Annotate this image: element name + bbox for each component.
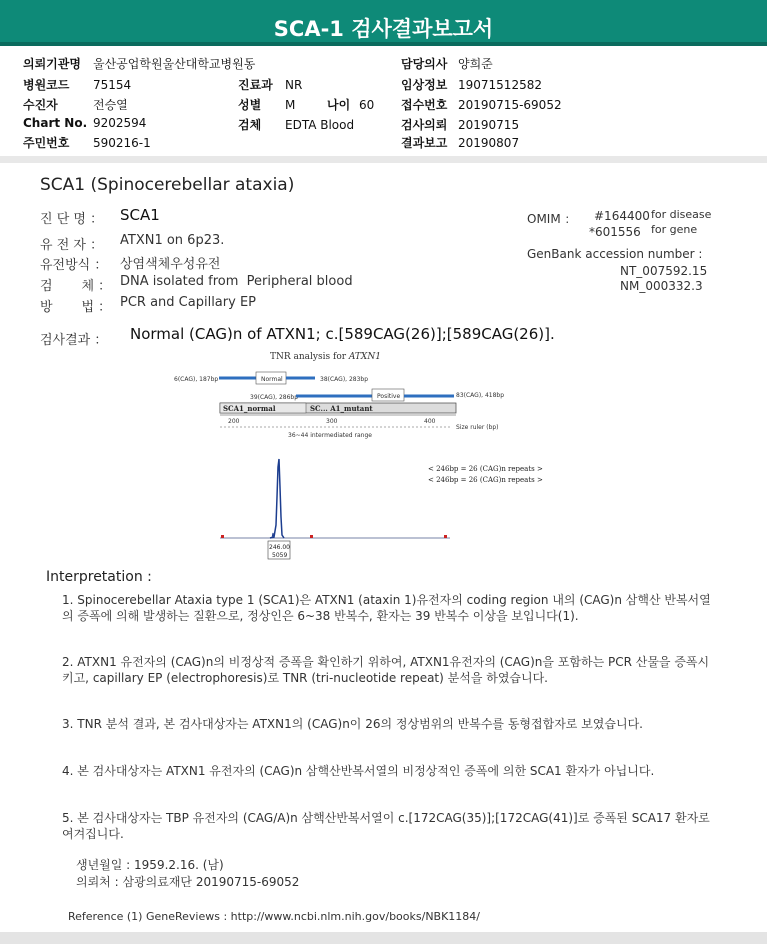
omim-gene-id: *601556 (589, 225, 641, 239)
diag-value: SCA1 (120, 206, 160, 224)
interpretation-p3: 3. TNR 분석 결과, 본 검사대상자는 ATXN1의 (CAG)n이 26의 정상범위의 반복수를 동형접합자로 보였습니다. (62, 717, 643, 731)
peak-trace (270, 459, 284, 538)
patient-value: 전승열 (93, 98, 128, 112)
header-result (401, 134, 519, 151)
specimen-label-2: 검 체 ： (40, 279, 112, 294)
patient-label: 수진자 (23, 98, 58, 112)
dept-value: NR (285, 78, 303, 92)
clinical-value: 19071512582 (458, 78, 542, 92)
gene-value: ATXN1 on 6p23. (120, 233, 225, 248)
birth-date: 생년월일 : 1959.2.16. (남) (76, 858, 224, 872)
interpretation-p5: 5. 본 검사대상자는 TBP 유전자의 (CAG/A)n 삼핵산반복서열이 c.[172CAG(35)];[172CAG(41)]로 증폭된 SCA17 환자로 여겨집니다. (62, 811, 710, 841)
sex-label: 성별 (238, 98, 262, 112)
header-sex (238, 96, 374, 113)
header-doctor (401, 55, 493, 72)
specimen-value: EDTA Blood (285, 118, 355, 132)
bar-normal-label: SCA1_normal (223, 404, 276, 413)
request-value: 20190715 (458, 118, 520, 132)
genbank-nt: NT_007592.15 (620, 264, 708, 278)
hospital-label: 의뢰기관명 (23, 57, 81, 71)
report-heading: SCA1 (Spinocerebellar ataxia) (40, 175, 295, 195)
noise-mark (310, 535, 313, 538)
omim-gene-note: for gene (651, 223, 698, 236)
result-label: 결과보고 (401, 136, 448, 150)
noise-mark (444, 535, 447, 538)
report-title: SCA-1 검사결과보고서 (0, 0, 767, 46)
omim-disease-id: #164400 (594, 209, 650, 223)
chart-value: 9202594 (93, 116, 147, 130)
figure-title: TNR analysis for ATXN1 (270, 352, 381, 362)
clinical-label: 임상정보 (401, 78, 448, 92)
gene-label: 유 전 자 ： (40, 238, 104, 253)
interpretation-p4: 4. 본 검사대상자는 ATXN1 유전자의 (CAG)n 삼핵산반복서열의 비정상적인 증폭에 의한 SCA1 환자가 아닙니다. (62, 764, 655, 778)
header-clinical (401, 76, 542, 93)
bar-mutant-label: SC... A1_mutant (310, 404, 373, 413)
interpretation-p1: 1. Spinocerebellar Ataxia type 1 (SCA1)은 ATXN1 (ataxin 1)유전자의 coding region 내의 (CAG)n 삼핵산 반복서열의 증폭에 의해 발생하는 질환으로, 정상인은 6~38 반복수, 환자는 39 반복수 이상을 보입니다(1). (62, 593, 711, 623)
result-value: 20190807 (458, 136, 520, 150)
divider (0, 156, 767, 163)
receipt-label: 접수번호 (401, 98, 448, 112)
code-value: 75154 (93, 78, 132, 92)
tick-400: 400 (424, 418, 436, 425)
genbank-nm: NM_000332.3 (620, 279, 703, 293)
result-value-2: Normal (CAG)n of ATXN1; c.[589CAG(26)];[589CAG(26)]. (130, 325, 555, 343)
intermediate-label: 36~44 intermediated range (288, 432, 372, 439)
method-value: PCR and Capillary EP (120, 295, 256, 310)
header-hospital (23, 55, 255, 72)
interpretation-p2: 2. ATXN1 유전자의 (CAG)n의 비정상적 증폭을 확인하기 위하여, ATXN1유전자의 (CAG)n을 포함하는 PCR 산물을 증폭시키고, capillary EP (electrophoresis)로 TNR (tri-nucleotide repeat) 분석을 하였습니다. (62, 655, 710, 685)
specimen-value-2: DNA isolated from Peripheral blood (120, 274, 353, 289)
noise-mark (221, 535, 224, 538)
omim-disease-note: for disease (651, 208, 712, 221)
diag-label: 진 단 명 ： (40, 212, 104, 227)
genbank-label: GenBank accession number : (527, 247, 703, 261)
referrer: 의뢰처 : 삼광의료재단 20190715-69052 (76, 875, 300, 889)
bottom-bar (0, 932, 767, 944)
header-chart (23, 116, 146, 130)
dept-label: 진료과 (238, 78, 273, 92)
method-label: 방 법 ： (40, 300, 112, 315)
request-label: 검사의뢰 (401, 118, 448, 132)
normal-right-label: 38(CAG), 283bp (320, 376, 369, 383)
chart-label: Chart No. (23, 116, 88, 130)
receipt-value: 20190715-69052 (458, 98, 562, 112)
header-dept (238, 76, 302, 93)
specimen-label: 검체 (238, 118, 262, 132)
positive-right-label: 83(CAG), 418bp (456, 392, 505, 399)
hospital-value: 울산공업학원울산대학교병원동 (93, 57, 256, 71)
result-label-2: 검사결과 ： (40, 333, 108, 348)
inherit-value: 상염색체우성유전 (120, 257, 221, 272)
header-specimen (238, 116, 354, 133)
positive-box-label: Positive (377, 393, 401, 400)
normal-box-label: Normal (261, 376, 283, 383)
peak-size-label: 246.00 (269, 544, 290, 551)
omim-label: OMIM ： (527, 212, 577, 226)
reference: Reference (1) GeneReviews : http://www.ncbi.nlm.nih.gov/books/NBK1184/ (68, 910, 481, 923)
tick-300: 300 (326, 418, 338, 425)
peak-height-label: 5059 (272, 552, 288, 559)
ruler-label: Size ruler (bp) (456, 424, 499, 431)
doctor-value: 양희준 (458, 57, 493, 71)
header-id (23, 134, 151, 151)
sex-value: M (285, 98, 296, 112)
header-patient (23, 96, 128, 113)
tick-200: 200 (228, 418, 240, 425)
id-label: 주민번호 (23, 136, 70, 150)
code-label: 병원코드 (23, 78, 70, 92)
tnr-figure (160, 347, 560, 562)
doctor-label: 담당의사 (401, 57, 448, 71)
positive-left-label: 39(CAG), 286bp (250, 394, 299, 401)
interpretation-heading: Interpretation : (46, 569, 152, 585)
normal-left-label: 6(CAG), 187bp (174, 376, 219, 383)
header-code (23, 76, 131, 93)
inherit-label: 유전방식 ： (40, 258, 108, 273)
header-receipt (401, 96, 562, 113)
age-label: 나이 (327, 98, 351, 112)
age-value: 60 (359, 98, 375, 112)
note-2: < 246bp = 26 (CAG)n repeats > (428, 476, 543, 484)
header-request (401, 116, 519, 133)
id-value: 590216-1 (93, 136, 151, 150)
note-1: < 246bp = 26 (CAG)n repeats > (428, 465, 543, 473)
